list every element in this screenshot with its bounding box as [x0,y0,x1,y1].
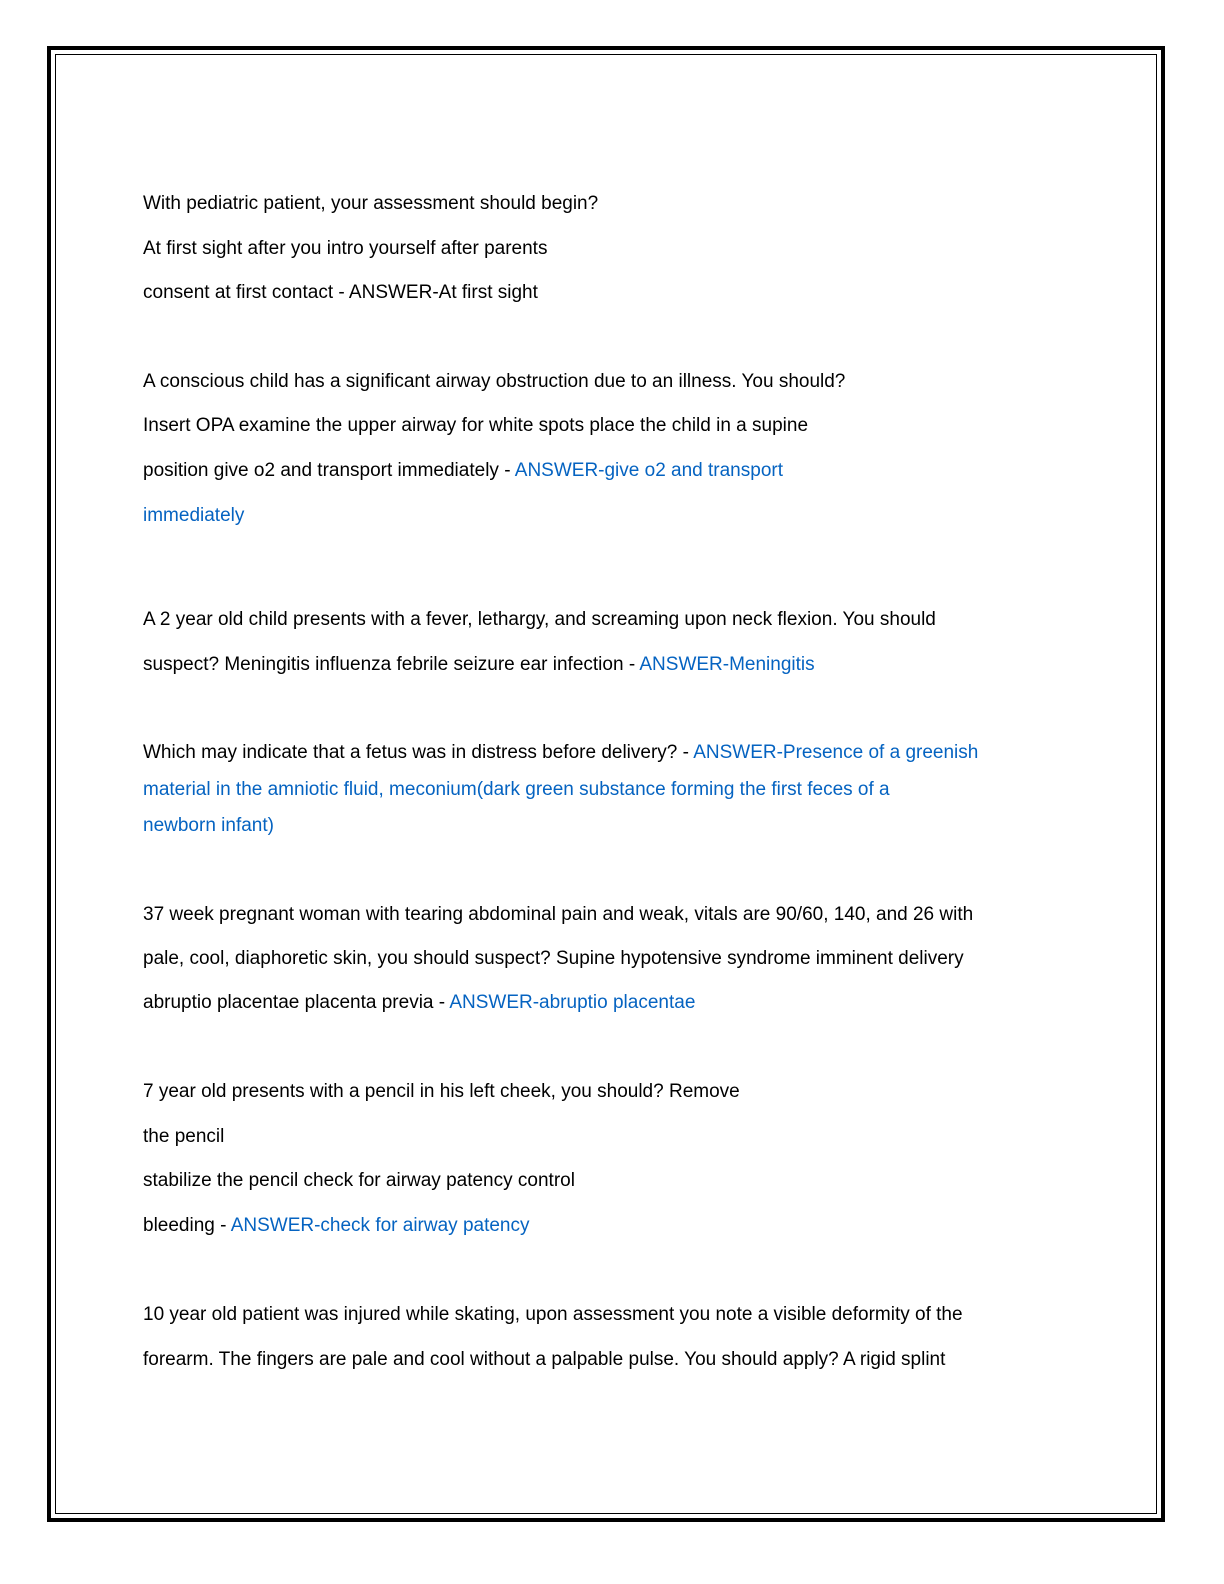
question-line: With pediatric patient, your assessment should begin? [143,193,599,214]
question-line: pale, cool, diaphoretic skin, you should suspect? Supine hypotensive syndrome imminent delivery [143,948,964,969]
question-line: the pencil [143,1126,225,1147]
question-line: stabilize the pencil check for airway patency control [143,1170,575,1191]
question-line: A 2 year old child presents with a fever, lethargy, and screaming upon neck flexion. You should [143,609,936,630]
question-line: Which may indicate that a fetus was in distress before delivery? - ANSWER-Presence of a greenish [143,742,979,763]
answer-text: ANSWER-abruptio placentae [449,992,696,1013]
answer-line [143,776,890,804]
question-line: A conscious child has a significant airway obstruction due to an illness. You should? [143,371,846,392]
question-line: At first sight after you intro yourself after parents [143,238,548,259]
answer-text: ANSWER-Meningitis [639,654,815,675]
answer-text: ANSWER-check for airway patency [230,1215,530,1236]
question-line: abruptio placentae placenta previa - ANSWER-abruptio placentae [143,992,696,1013]
question-line: suspect? Meningitis influenza febrile seizure ear infection - ANSWER-Meningitis [143,654,815,675]
question-line: forearm. The fingers are pale and cool without a palpable pulse. You should apply? A rigid splint [143,1349,946,1370]
question-line: Insert OPA examine the upper airway for white spots place the child in a supine [143,415,809,436]
answer-text: ANSWER-give o2 and transport [514,460,783,481]
question-line: bleeding - ANSWER-check for airway patency [143,1215,530,1236]
question-line: 10 year old patient was injured while skating, upon assessment you note a visible deformity of the [143,1304,963,1325]
answer-line [143,502,244,530]
question-line: 7 year old presents with a pencil in his left cheek, you should? Remove [143,1081,740,1102]
answer-text: ANSWER-Presence of a greenish [693,742,979,763]
answer-text: newborn infant) [143,815,274,836]
question-line: position give o2 and transport immediately - ANSWER-give o2 and transport [143,460,783,481]
answer-text: material in the amniotic fluid, meconium(dark green substance forming the first feces of a [143,779,890,800]
question-line: 37 week pregnant woman with tearing abdominal pain and weak, vitals are 90/60, 140, and 26 with [143,904,974,925]
answer-line [143,812,274,840]
answer-text: immediately [143,505,245,526]
question-line: consent at first contact - ANSWER-At first sight [143,282,538,303]
